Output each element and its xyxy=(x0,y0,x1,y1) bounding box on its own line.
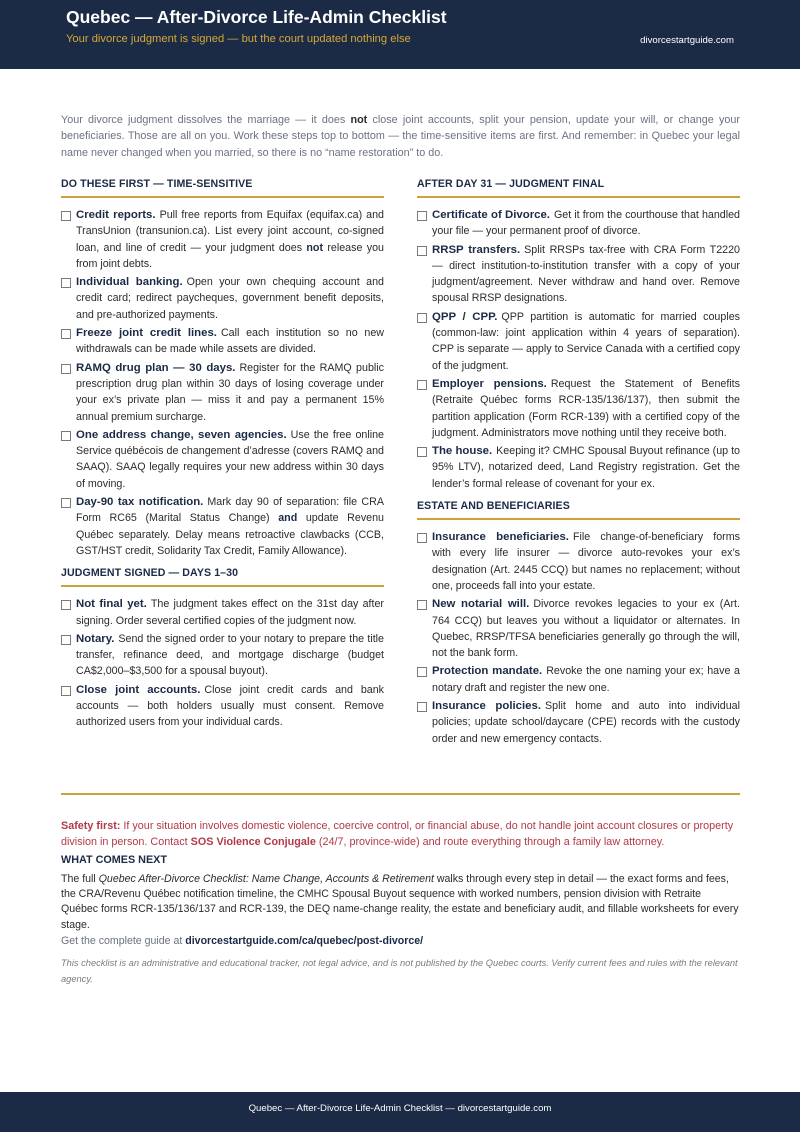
item-lead: Employer pensions. xyxy=(432,377,547,390)
item-text: Pull free reports from Equifax (equifax.ca) and TransUnion (transunion.ca). List every joint account, co-signed loan, and line of credit — your judgment does xyxy=(76,209,384,254)
checklist-item xyxy=(61,631,384,680)
item-text: File change-of-beneficiary forms with every life insurer — divorce auto-revokes your ex’s designation (Art. 2445 CCQ) but names no replacement; without one, proceeds fall into your estate. xyxy=(432,531,740,592)
cta-link[interactable]: divorcestartguide.com/ca/quebec/post-divorce/ xyxy=(185,935,424,947)
checklist-estate xyxy=(417,529,740,747)
item-lead: The house. xyxy=(432,445,493,458)
checklist-item xyxy=(417,309,740,374)
item-lead: Close joint accounts. xyxy=(76,683,201,696)
checklist-first xyxy=(61,207,384,559)
header-site-link[interactable]: divorcestartguide.com xyxy=(640,35,734,46)
checkbox[interactable] xyxy=(61,498,71,508)
checklist-item xyxy=(61,207,384,272)
next-text-2: walks through every step in detail — the exact forms and fees, the CRA/Revenu Québec notification timeline, the CMHC Spousal Buyout sequence with worked numbers, pension division with Retraite Québec forms RCR-135/136/137 and RCR-139, the DEQ name-change reality, the estate and beneficiary audit, and fillable worksheets for every stage. xyxy=(61,873,739,931)
checklist-item xyxy=(417,698,740,747)
next-body xyxy=(61,872,740,933)
checklist-item xyxy=(417,242,740,307)
item-lead: New notarial will. xyxy=(432,598,530,611)
checklist-item xyxy=(61,360,384,425)
checkbox[interactable] xyxy=(417,600,427,610)
disclaimer: This checklist is an administrative and educational tracker, not legal advice, and is not published by the Quebec courts. Verify current fees and rules with the relevant agency. xyxy=(61,958,738,984)
checkbox[interactable] xyxy=(417,702,427,712)
checklist-item xyxy=(61,274,384,323)
item-lead: Insurance beneficiaries. xyxy=(432,531,569,544)
item-emphasis: and xyxy=(278,512,298,525)
checkbox[interactable] xyxy=(61,211,71,221)
item-text: release you from joint debts. xyxy=(76,241,384,270)
section-title-final: AFTER DAY 31 — JUDGMENT FINAL xyxy=(417,178,740,198)
checklist-item xyxy=(417,207,740,240)
checkbox[interactable] xyxy=(61,686,71,696)
item-lead: Freeze joint credit lines. xyxy=(76,327,217,340)
checklist-signed xyxy=(61,596,384,730)
checklist-item xyxy=(417,529,740,594)
footer-text: Quebec — After-Divorce Life-Admin Checklist — divorcestartguide.com xyxy=(248,1103,552,1114)
safety-org: SOS Violence Conjugale xyxy=(190,836,316,849)
checklist-final xyxy=(417,207,740,492)
section-title-estate: ESTATE AND BENEFICIARIES xyxy=(417,500,740,520)
checklist-item xyxy=(417,376,740,441)
checkbox[interactable] xyxy=(417,447,427,457)
footer-bar xyxy=(0,1092,800,1132)
checkbox[interactable] xyxy=(417,313,427,323)
checkbox[interactable] xyxy=(417,380,427,390)
item-text: Close joint credit cards and bank accounts — both holders usually must consent. Remove authorized users from your individual cards. xyxy=(76,683,384,729)
item-lead: RRSP transfers. xyxy=(432,243,521,256)
item-lead: Notary. xyxy=(76,632,115,645)
intro-text-1: Your divorce judgment dissolves the marriage — it does xyxy=(61,114,351,126)
item-text: Get it from the courthouse that handled your file — your permanent proof of divorce. xyxy=(432,209,740,238)
header-banner xyxy=(0,0,800,69)
checkbox[interactable] xyxy=(61,278,71,288)
item-lead: Insurance policies. xyxy=(432,700,541,713)
checklist-item xyxy=(417,663,740,696)
item-text: Keeping it? CMHC Spousal Buyout refinance (up to 95% LTV), notarized deed, Land Registry registration. Get the lender’s formal release of covenant for your ex. xyxy=(432,445,741,490)
item-lead: One address change, seven agencies. xyxy=(76,428,287,441)
next-title: WHAT COMES NEXT xyxy=(61,854,167,866)
item-text: Use the free online Service québécois de changement d’adresse (covers RAMQ and SAAQ). SAAQ legally requires your new address within 30 days of moving. xyxy=(76,428,385,490)
item-text: Call each institution so no new withdrawals can be made while assets are divided. xyxy=(76,327,384,356)
right-column xyxy=(417,178,740,749)
intro-text-2: close joint accounts, split your pension, update your will, or change your beneficiaries. Those are all on you. Work these steps top to bottom — the time-sensitive items are first. And remember: in Quebec your legal name never changed when you married, so there is no “name restoration” to do. xyxy=(61,114,740,159)
checklist-item xyxy=(417,443,740,492)
item-text: Divorce revokes legacies to your ex (Art. 764 CCQ) but leaves you without a liquidator or alternates. In Quebec, RRSP/TFSA beneficiaries generally go through the will, not the bank form. xyxy=(432,598,740,660)
checkbox[interactable] xyxy=(417,667,427,677)
item-lead: QPP / CPP. xyxy=(432,310,498,323)
checklist-item xyxy=(61,596,384,629)
checklist-item xyxy=(61,325,384,358)
item-text: QPP partition is automatic for married couples (common-law: joint application within 4 years of separation). CPP is separate — apply to Service Canada with a certified copy of the judgment. xyxy=(432,310,740,372)
item-text: Open your own chequing account and credit card; redirect paycheques, government benefit deposits, and pre-authorized payments. xyxy=(76,276,384,321)
checklist-item xyxy=(61,427,384,492)
section-title-first: DO THESE FIRST — TIME-SENSITIVE xyxy=(61,178,384,198)
item-lead: Certificate of Divorce. xyxy=(432,209,550,221)
intro-emphasis: not xyxy=(350,114,368,126)
checkbox[interactable] xyxy=(61,635,71,645)
item-lead: RAMQ drug plan — 30 days. xyxy=(76,361,236,374)
item-text: Revoke the one naming your ex; have a notary draft and register the new one. xyxy=(432,665,741,694)
checklist-item xyxy=(61,494,384,559)
item-text: Mark day 90 of separation: file CRA Form RC65 (Marital Status Change) xyxy=(76,496,384,525)
checkbox[interactable] xyxy=(417,211,427,221)
item-lead: Day-90 tax notification. xyxy=(76,496,204,509)
item-text: The judgment takes effect on the 31st day after signing. Order several certified copies of the judgment now. xyxy=(76,598,384,627)
checkbox[interactable] xyxy=(417,533,427,543)
item-text: Split RRSPs tax-free with CRA Form T2220 — direct institution-to-institution transfer with a copy of your judgment/agreement. Never withdraw and hand over. Remove spousal RRSP designations. xyxy=(432,243,740,305)
safety-notice xyxy=(61,818,740,851)
safety-label: Safety first: xyxy=(61,820,121,832)
item-lead: Not final yet. xyxy=(76,598,147,611)
checkbox[interactable] xyxy=(417,246,427,256)
checkbox[interactable] xyxy=(61,600,71,610)
item-text: Register for the RAMQ public prescription drug plan within 30 days of losing coverage under your ex’s private plan — miss it and pay a permanent 15% annual premium surcharge. xyxy=(76,361,384,423)
item-text: Request the Statement of Benefits (Retraite Québec forms RCR-135/136/137), then submit the partition application (Form RCR-139) with a certified copy of the judgment. Administrators move nothing until they receive both. xyxy=(432,377,740,439)
item-text: update Revenu Québec separately. Delay means retroactive clawbacks (CCB, GST/HST credit, Solidarity Tax Credit, Family Allowance). xyxy=(76,512,384,557)
checklist-item xyxy=(61,682,384,731)
next-text-1: The full xyxy=(61,873,99,885)
checkbox[interactable] xyxy=(61,431,71,441)
intro-paragraph xyxy=(61,112,740,161)
page-title: Quebec — After-Divorce Life-Admin Checklist xyxy=(66,7,447,27)
item-text: Split home and auto into individual policies; update school/daycare (CPE) records with the custody order and new emergency contacts. xyxy=(432,700,740,745)
left-column xyxy=(61,178,384,733)
item-lead: Credit reports. xyxy=(76,209,156,221)
checklist-item xyxy=(417,596,740,661)
safety-text-1: If your situation involves domestic violence, coercive control, or financial abuse, do not handle joint account closures or property division in person. Contact xyxy=(61,820,734,849)
item-lead: Individual banking. xyxy=(76,276,183,289)
page-subtitle: Your divorce judgment is signed — but the court updated nothing else xyxy=(66,33,411,45)
cta-line xyxy=(61,935,423,947)
section-divider xyxy=(61,793,740,795)
checkbox[interactable] xyxy=(61,329,71,339)
cta-label: Get the complete guide at xyxy=(61,935,186,947)
safety-text-2: (24/7, province-wide) and route everything through a family law attorney. xyxy=(315,836,665,849)
item-text: Send the signed order to your notary to prepare the title transfer, refinance deed, and mortgage discharge (budget CA$2,000–$3,500 for a spousal buyout). xyxy=(76,632,384,678)
checkbox[interactable] xyxy=(61,364,71,374)
section-title-signed: JUDGMENT SIGNED — DAYS 1–30 xyxy=(61,567,384,587)
item-emphasis: not xyxy=(306,241,324,254)
next-guide-title: Quebec After-Divorce Checklist: Name Change, Accounts & Retirement xyxy=(98,873,434,885)
item-lead: Protection mandate. xyxy=(432,665,543,678)
